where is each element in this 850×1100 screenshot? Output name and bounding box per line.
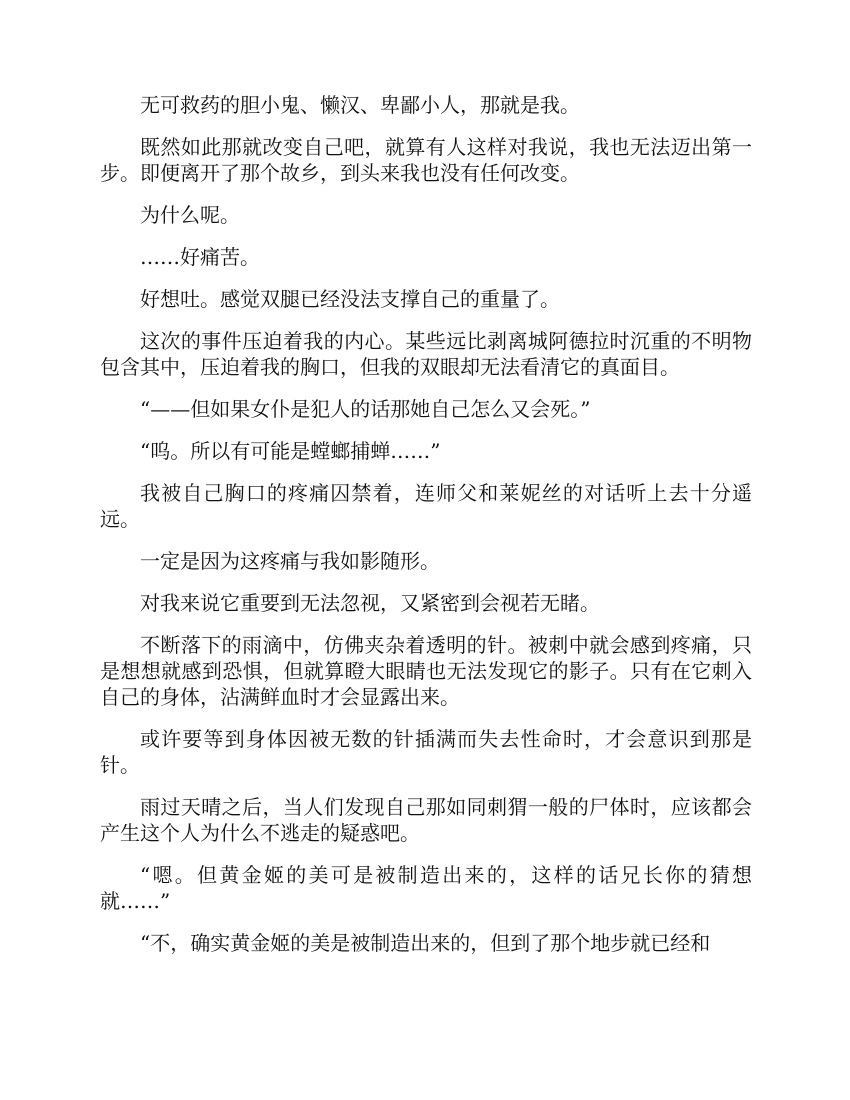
- paragraph: 不断落下的雨滴中，仿佛夹杂着透明的针。被刺中就会感到疼痛，只是想想就感到恐惧，但就算瞪大眼睛也无法发现它的影子。只有在它刺入自己的身体，沾满鲜血时才会显露出来。: [100, 633, 752, 709]
- paragraph: 或许要等到身体因被无数的针插满而失去性命时，才会意识到那是针。: [100, 727, 752, 777]
- paragraph: “呜。所以有可能是螳螂捕蝉……”: [140, 439, 441, 463]
- paragraph: 既然如此那就改变自己吧，就算有人这样对我说，我也无法迈出第一步。即便离开了那个故乡，到头来我也没有任何改变。: [100, 135, 752, 185]
- paragraph: 雨过天晴之后，当人们发现自己那如同刺猬一般的尸体时，应该都会产生这个人为什么不逃走的疑惑吧。: [100, 795, 752, 845]
- paragraph: 我被自己胸口的疼痛囚禁着，连师父和莱妮丝的对话听上去十分遥远。: [100, 481, 752, 531]
- paragraph: 一定是因为这疼痛与我如影随形。: [140, 549, 440, 573]
- paragraph: “——但如果女仆是犯人的话那她自己怎么又会死。”: [140, 397, 591, 421]
- paragraph: ……好痛苦。: [140, 245, 260, 269]
- paragraph: “嗯。但黄金姬的美可是被制造出来的，这样的话兄长你的猜想就……”: [100, 863, 752, 913]
- paragraph: 好想吐。感觉双腿已经没法支撑自己的重量了。: [140, 287, 560, 311]
- paragraph: 无可救药的胆小鬼、懒汉、卑鄙小人，那就是我。: [140, 93, 580, 117]
- paragraph: “不，确实黄金姬的美是被制造出来的，但到了那个地步就已经和: [140, 931, 711, 955]
- paragraph: 对我来说它重要到无法忽视，又紧密到会视若无睹。: [140, 591, 600, 615]
- paragraph: 这次的事件压迫着我的内心。某些远比剥离城阿德拉时沉重的不明物包含其中，压迫着我的胸口，但我的双眼却无法看清它的真面目。: [100, 329, 752, 379]
- body-text: [100, 92, 752, 972]
- paragraph: 为什么呢。: [140, 203, 240, 227]
